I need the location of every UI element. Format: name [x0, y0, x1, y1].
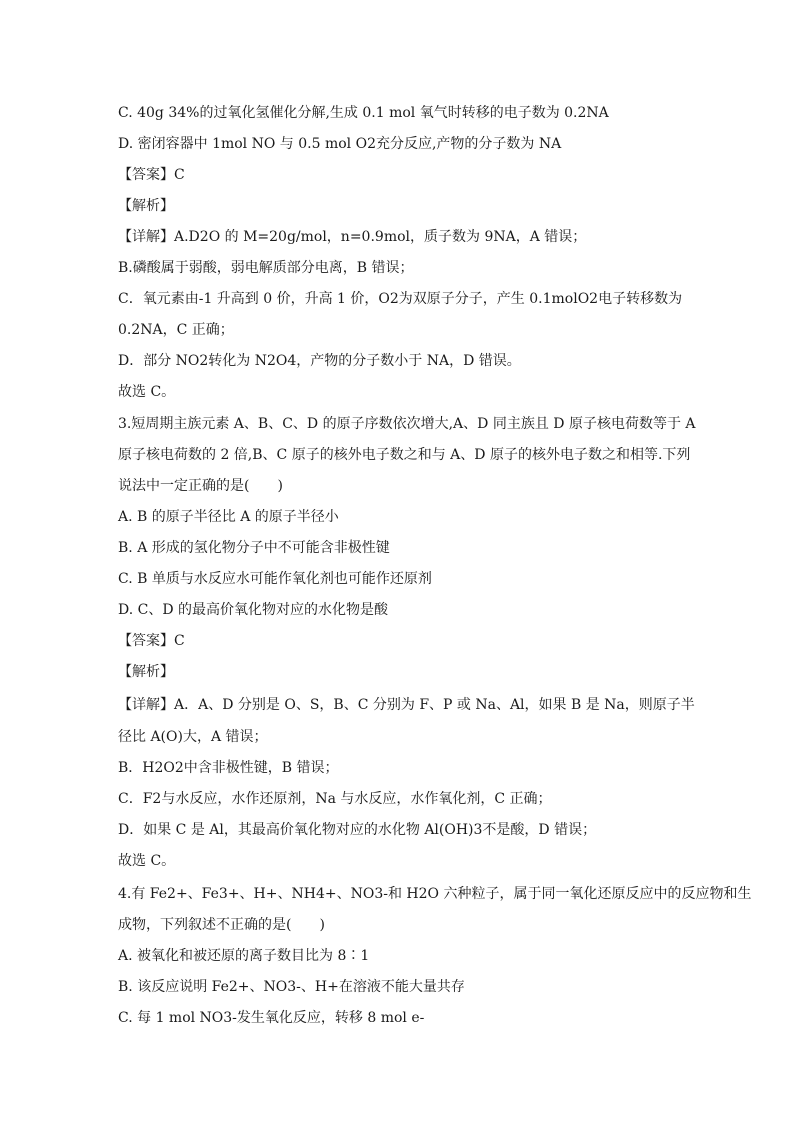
option-a-q3: A. B 的原子半径比 A 的原子半径小: [118, 509, 339, 525]
option-c-q4: C. 每 1 mol NO3-发生氧化反应，转移 8 mol e-: [118, 1010, 425, 1026]
analysis-heading-q2: 【解析】: [118, 198, 174, 214]
explanation-a-q3: 【详解】A．A、D 分别是 O、S，B、C 分别为 F、P 或 Na、Al，如果 B 是 Na，则原子半: [118, 697, 695, 713]
option-c-q2: C. 40g 34%的过氧化氢催化分解,生成 0.1 mol 氧气时转移的电子数为 0.2NA: [118, 105, 609, 121]
question-4-line-2: 成物，下列叙述不正确的是( ): [118, 917, 325, 933]
analysis-heading-q3: 【解析】: [118, 664, 174, 680]
answer-q3: 【答案】C: [118, 633, 185, 649]
option-d-q3: D. C、D 的最高价氧化物对应的水化物是酸: [118, 602, 389, 618]
conclusion-q3: 故选 C。: [118, 853, 176, 869]
question-3-line-1: 3.短周期主族元素 A、B、C、D 的原子序数依次增大,A、D 同主族且 D 原子核电荷数等于 A: [118, 416, 696, 432]
explanation-a-q3-cont: 径比 A(O)大，A 错误；: [118, 729, 268, 745]
explanation-c-q2: C．氧元素由-1 升高到 0 价，升高 1 价，O2为双原子分子，产生 0.1molO2电子转移数为: [118, 291, 683, 307]
conclusion-q2: 故选 C。: [118, 384, 176, 400]
explanation-a-q2: 【详解】A.D2O 的 M=20g/mol，n=0.9mol，质子数为 9NA，A 错误；: [118, 229, 587, 245]
option-b-q4: B. 该反应说明 Fe2+、NO3-、H+在溶液不能大量共存: [118, 979, 465, 995]
question-3-line-3: 说法中一定正确的是( ): [118, 478, 283, 494]
explanation-c-q3: C．F2与水反应，水作还原剂，Na 与水反应，水作氧化剂，C 正确；: [118, 791, 552, 807]
option-a-q4: A. 被氧化和被还原的离子数目比为 8∶1: [118, 948, 370, 964]
option-d-q2: D. 密闭容器中 1mol NO 与 0.5 mol O2充分反应,产物的分子数为 NA: [118, 136, 562, 152]
explanation-c-q2-cont: 0.2NA，C 正确；: [118, 322, 234, 338]
explanation-d-q2: D．部分 NO2转化为 N2O4，产物的分子数小于 NA，D 错误。: [118, 353, 521, 369]
option-b-q3: B. A 形成的氢化物分子中不可能含非极性键: [118, 540, 390, 556]
explanation-b-q2: B.磷酸属于弱酸，弱电解质部分电离，B 错误；: [118, 260, 414, 276]
explanation-b-q3: B．H2O2中含非极性键，B 错误；: [118, 760, 339, 776]
explanation-d-q3: D．如果 C 是 Al，其最高价氧化物对应的水化物 Al(OH)3不是酸，D 错误；: [118, 822, 597, 838]
answer-q2: 【答案】C: [118, 167, 185, 183]
question-3-line-2: 原子核电荷数的 2 倍,B、C 原子的核外电子数之和与 A、D 原子的核外电子数之和相等.下列: [118, 447, 691, 463]
question-4-line-1: 4.有 Fe2+、Fe3+、H+、NH4+、NO3-和 H2O 六种粒子，属于同一氧化还原反应中的反应物和生: [118, 886, 752, 902]
option-c-q3: C. B 单质与水反应水可能作氧化剂也可能作还原剂: [118, 571, 432, 587]
